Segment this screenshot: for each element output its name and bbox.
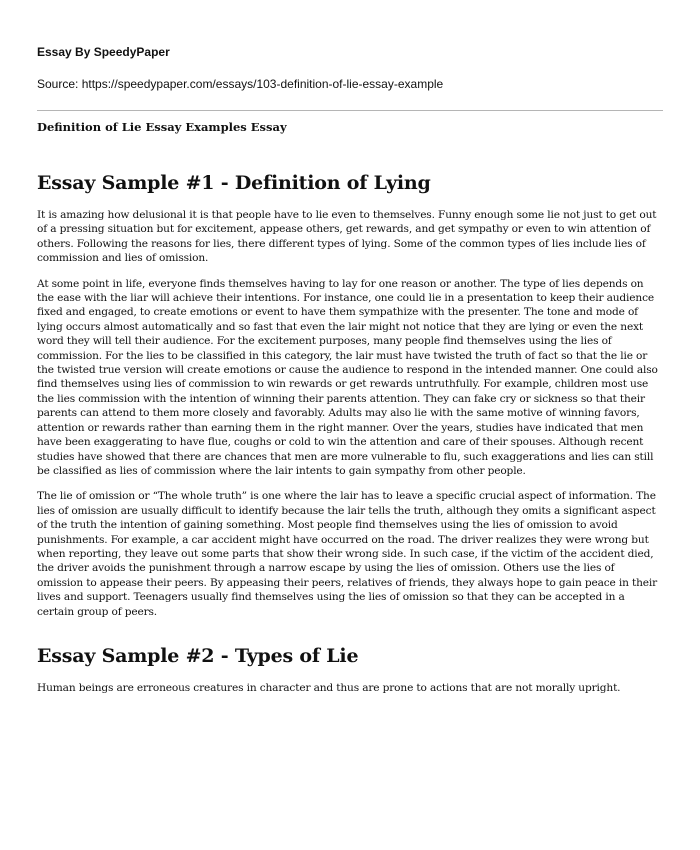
header-divider xyxy=(37,110,663,111)
essay-section-1 xyxy=(37,170,663,619)
essay-content xyxy=(37,170,663,706)
source-line: Source: https://speedypaper.com/essays/103-definition-of-lie-essay-example xyxy=(37,77,444,91)
section-heading: Essay Sample #2 - Types of Lie xyxy=(37,644,359,667)
section-heading: Essay Sample #1 - Definition of Lying xyxy=(37,172,431,194)
brand-title: Essay By SpeedyPaper xyxy=(37,45,170,59)
document-title: Definition of Lie Essay Examples Essay xyxy=(37,120,287,134)
paragraph: The lie of omission or “The whole truth” is one where the lair has to leave a specific crucial aspect of information. The lies of omission are usually difficult to identify because the lair tells the truth, although they omits a significant aspect of the truth the intention of gaining something. Most people find themselves using the lies of omission to avoid punishments. For example, a car accident might have occurred on the road. The driver realizes they were wrong but when reporting, they leave out some parts that show their wrong side. In such case, if the victim of the accident died, the driver avoids the punishment through a narrow escape by using the lies of omission. Others use the lies of omission to appease their peers. By appeasing their peers, relatives of friends, they always hope to gain peace in their lives and support. Teenagers usually find themselves using the lies of omission so that they can be accepted in a certain group of peers. xyxy=(37,490,658,618)
page-header xyxy=(37,44,663,92)
paragraph: Human beings are erroneous creatures in character and thus are prone to actions that are not morally upright. xyxy=(37,681,621,694)
essay-section-2 xyxy=(37,643,663,695)
paragraph: At some point in life, everyone finds themselves having to lay for one reason or another. The type of lies depends on the ease with the liar will achieve their intentions. For instance, one could lie in a presentation to keep their audience fixed and engaged, to create emotions or event to have them sympathize with the presenter. The tone and mode of lying occurs almost automatically and so fast that even the lair might not notice that they are lying or even the next word they will tell their audience. For the excitement purposes, many people find themselves using the lies of commission. For the lies to be classified in this category, the lair must have twisted the truth of fact so that the lie or the twisted true version will create emotions or cause the audience to respond in the intended manner. One could also find themselves using lies of commission to win rewards or get rewards untruthfully. For example, children most use the lies commission with the intention of winning their parents attention. They can fake cry or sickness so that their parents can attend to them more closely and favorably. Adults may also lie with the same motive of winning favors, attention or rewards rather than earning them in the right manner. Over the years, studies have indicated that men have been exaggerating to have flue, coughs or cold to win the attention and care of their spouses. Although recent studies have showed that there are chances that men are more vulnerable to flu, such exaggerations and lies can still be classified as lies of commission where the lair intents to gain sympathy from other people. xyxy=(37,277,658,477)
paragraph: It is amazing how delusional it is that people have to lie even to themselves. Funny enough some lie not just to get out of a pressing situation but for excitement, appease others, get rewards, and get sympathy or even to win attention of others. Following the reasons for lies, there different types of lying. Some of the common types of lies include lies of commission and lies of omission. xyxy=(37,209,657,265)
